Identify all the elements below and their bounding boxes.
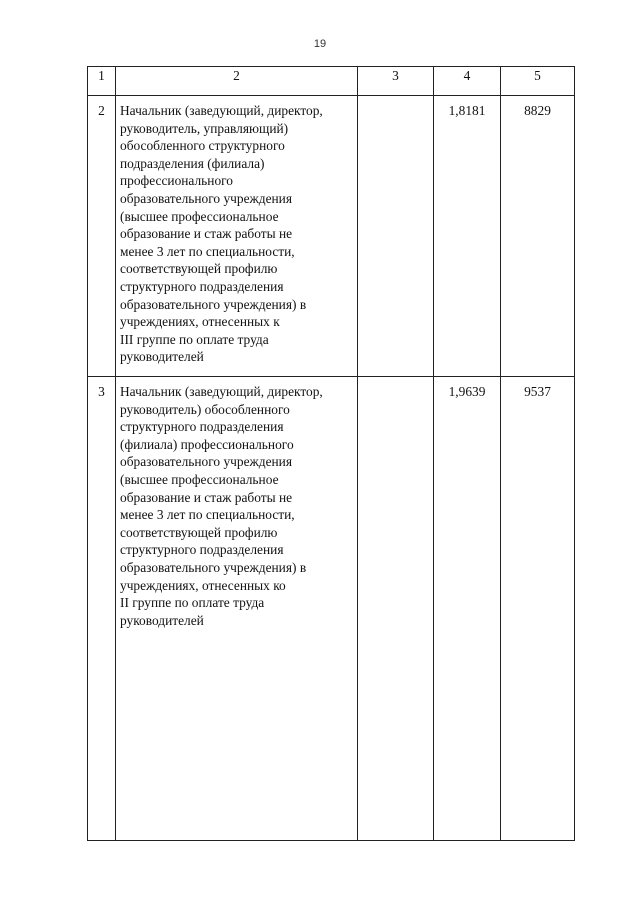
table-row	[88, 96, 575, 377]
position-line: Начальник (заведующий, директор,	[120, 384, 323, 399]
salary-table	[87, 66, 575, 841]
position-line: менее 3 лет по специальности,	[120, 243, 295, 259]
header-cell-2: 2	[116, 67, 358, 96]
header-cell-3: 3	[358, 67, 434, 96]
position-line: руководителей	[120, 612, 204, 628]
position-line: структурного подразделения	[120, 419, 284, 435]
position-line: менее 3 лет по специальности,	[120, 507, 295, 523]
header-cell-4: 4	[434, 67, 501, 96]
coefficient-cell: 1,9639	[434, 377, 501, 841]
position-line: образование и стаж работы не	[120, 489, 293, 505]
position-line: образование и стаж работы не	[120, 226, 293, 242]
position-line: подразделения (филиала)	[120, 155, 265, 171]
position-line: III группе по оплате труда	[120, 331, 269, 347]
position-line: структурного подразделения	[120, 278, 284, 294]
position-line: соответствующей профилю	[120, 261, 278, 277]
header-cell-5: 5	[501, 67, 575, 96]
position-line: (высшее профессиональное	[120, 208, 279, 224]
col3-cell	[358, 377, 434, 841]
table-header-row	[88, 67, 575, 96]
header-cell-1: 1	[88, 67, 116, 96]
position-line: образовательного учреждения) в	[120, 296, 307, 312]
salary-cell: 9537	[501, 377, 575, 841]
position-line: II группе по оплате труда	[120, 595, 265, 611]
position-line: структурного подразделения	[120, 542, 284, 558]
col3-cell	[358, 96, 434, 377]
position-line: учреждениях, отнесенных ко	[120, 577, 286, 593]
position-line: обособленного структурного	[120, 138, 285, 154]
position-line: образовательного учреждения	[120, 190, 293, 206]
position-line: соответствующей профилю	[120, 524, 278, 540]
coefficient-cell: 1,8181	[434, 96, 501, 377]
row-number: 3	[88, 377, 116, 841]
position-line: (высшее профессиональное	[120, 471, 279, 487]
position-line: руководитель, управляющий)	[120, 120, 289, 136]
position-line: Начальник (заведующий, директор,	[120, 103, 323, 118]
position-line: руководитель) обособленного	[120, 401, 290, 417]
position-name-cell	[116, 377, 358, 841]
salary-cell: 8829	[501, 96, 575, 377]
position-line: руководителей	[120, 349, 204, 365]
position-line: (филиала) профессионального	[120, 436, 294, 452]
row-number: 2	[88, 96, 116, 377]
position-line: образовательного учреждения) в	[120, 559, 307, 575]
page-number: 19	[313, 38, 327, 50]
table-row	[88, 377, 575, 841]
position-name-cell	[116, 96, 358, 377]
position-line: профессионального	[120, 173, 233, 189]
position-line: учреждениях, отнесенных к	[120, 314, 280, 330]
position-line: образовательного учреждения	[120, 454, 293, 470]
